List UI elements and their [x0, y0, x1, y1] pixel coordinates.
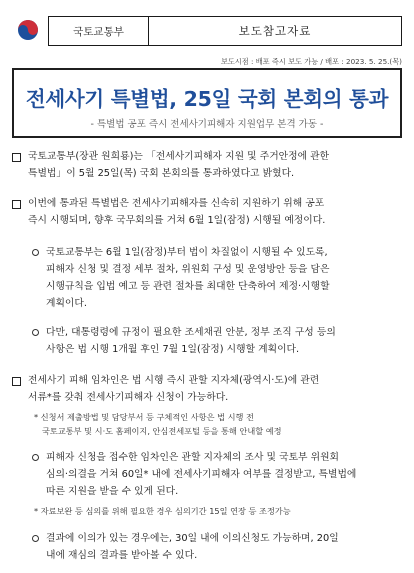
paragraph-line: 특별법」이 5월 25일(목) 국회 본회의를 통과하였다고 밝혔다. — [28, 168, 295, 179]
subheadline: - 특별법 공포 즉시 전세사기피해자 지원업무 본격 가동 - — [90, 119, 324, 130]
paragraph-line: 심의·의결을 거쳐 60일* 내에 전세사기피해자 여부를 결정받고, 특별법에 — [46, 469, 357, 480]
taegeuk-logo-icon — [16, 18, 40, 42]
square-bullet-icon — [12, 200, 21, 209]
paragraph-line: 피해자 신청을 접수한 임차인은 관할 지자체의 조사 및 국토부 위원회 — [46, 452, 340, 463]
title-box — [12, 68, 402, 138]
paragraph-line: 시행규칙을 입법 예고 등 관련 절차를 최대한 단축하여 제정·시행할 — [46, 281, 330, 292]
circle-bullet-icon — [32, 454, 39, 461]
paragraph-line: 사항은 법 시행 1개월 후인 7월 1일(잠정) 시행할 계획이다. — [46, 344, 300, 355]
paragraph-line: 내에 재심의 결과를 받아볼 수 있다. — [46, 550, 198, 561]
square-bullet-icon — [12, 153, 21, 162]
circle-bullet-icon — [32, 249, 39, 256]
square-bullet-icon — [12, 377, 21, 386]
paragraph-line: 이번에 통과된 특별법은 전세사기피해자를 신속히 지원하기 위해 공포 — [28, 198, 325, 209]
ministry-name: 국토교통부 — [49, 17, 149, 45]
document-type: 보도참고자료 — [238, 24, 312, 38]
headline: 전세사기 특별법, 25일 국회 본회의 통과 — [25, 87, 389, 111]
circle-bullet-icon — [32, 535, 39, 542]
paragraph-line: 서류*를 갖춰 전세사기피해자 신청이 가능하다. — [28, 392, 229, 403]
page-header — [12, 10, 402, 52]
footnote-line: * 신청서 제출방법 및 담당부서 등 구체적인 사항은 법 시행 전 — [34, 412, 254, 422]
footnote-line: * 자료보완 등 심의를 위해 필요한 경우 심의기간 15일 연장 등 조정가능 — [34, 506, 291, 516]
paragraph-line: 전세사기 피해 임차인은 법 시행 즉시 관할 지자체(광역시·도)에 관련 — [28, 375, 320, 386]
embargo-line: 보도시점 : 배포 즉시 보도 가능 / 배포 : 2023. 5. 25.(목) — [220, 57, 402, 66]
paragraph-line: 국토교통부는 6월 1일(잠정)부터 법이 차질없이 시행될 수 있도록, — [46, 247, 328, 258]
header-box — [48, 16, 402, 46]
paragraph-line: 즉시 시행되며, 향후 국무회의를 거쳐 6월 1일(잠정) 시행될 예정이다. — [28, 215, 326, 226]
paragraph-line: 계획이다. — [46, 298, 87, 309]
paragraph-line: 따른 지원을 받을 수 있게 된다. — [46, 486, 179, 497]
paragraph-line: 결과에 이의가 있는 경우에는, 30일 내에 이의신청도 가능하며, 20일 — [46, 533, 339, 544]
circle-bullet-icon — [32, 329, 39, 336]
footnote-line: 국토교통부 및 시·도 홈페이지, 안심전세포털 등을 통해 안내할 예정 — [42, 426, 282, 436]
paragraph-line: 피해자 신청 및 결정 세부 절차, 위원회 구성 및 운영방안 등을 담은 — [46, 264, 330, 275]
paragraph-line: 국토교통부(장관 원희룡)는 「전세사기피해자 지원 및 주거안정에 관한 — [28, 151, 330, 162]
paragraph-line: 다만, 대통령령에 규정이 필요한 조세채권 안분, 정부 조직 구성 등의 — [46, 327, 336, 338]
